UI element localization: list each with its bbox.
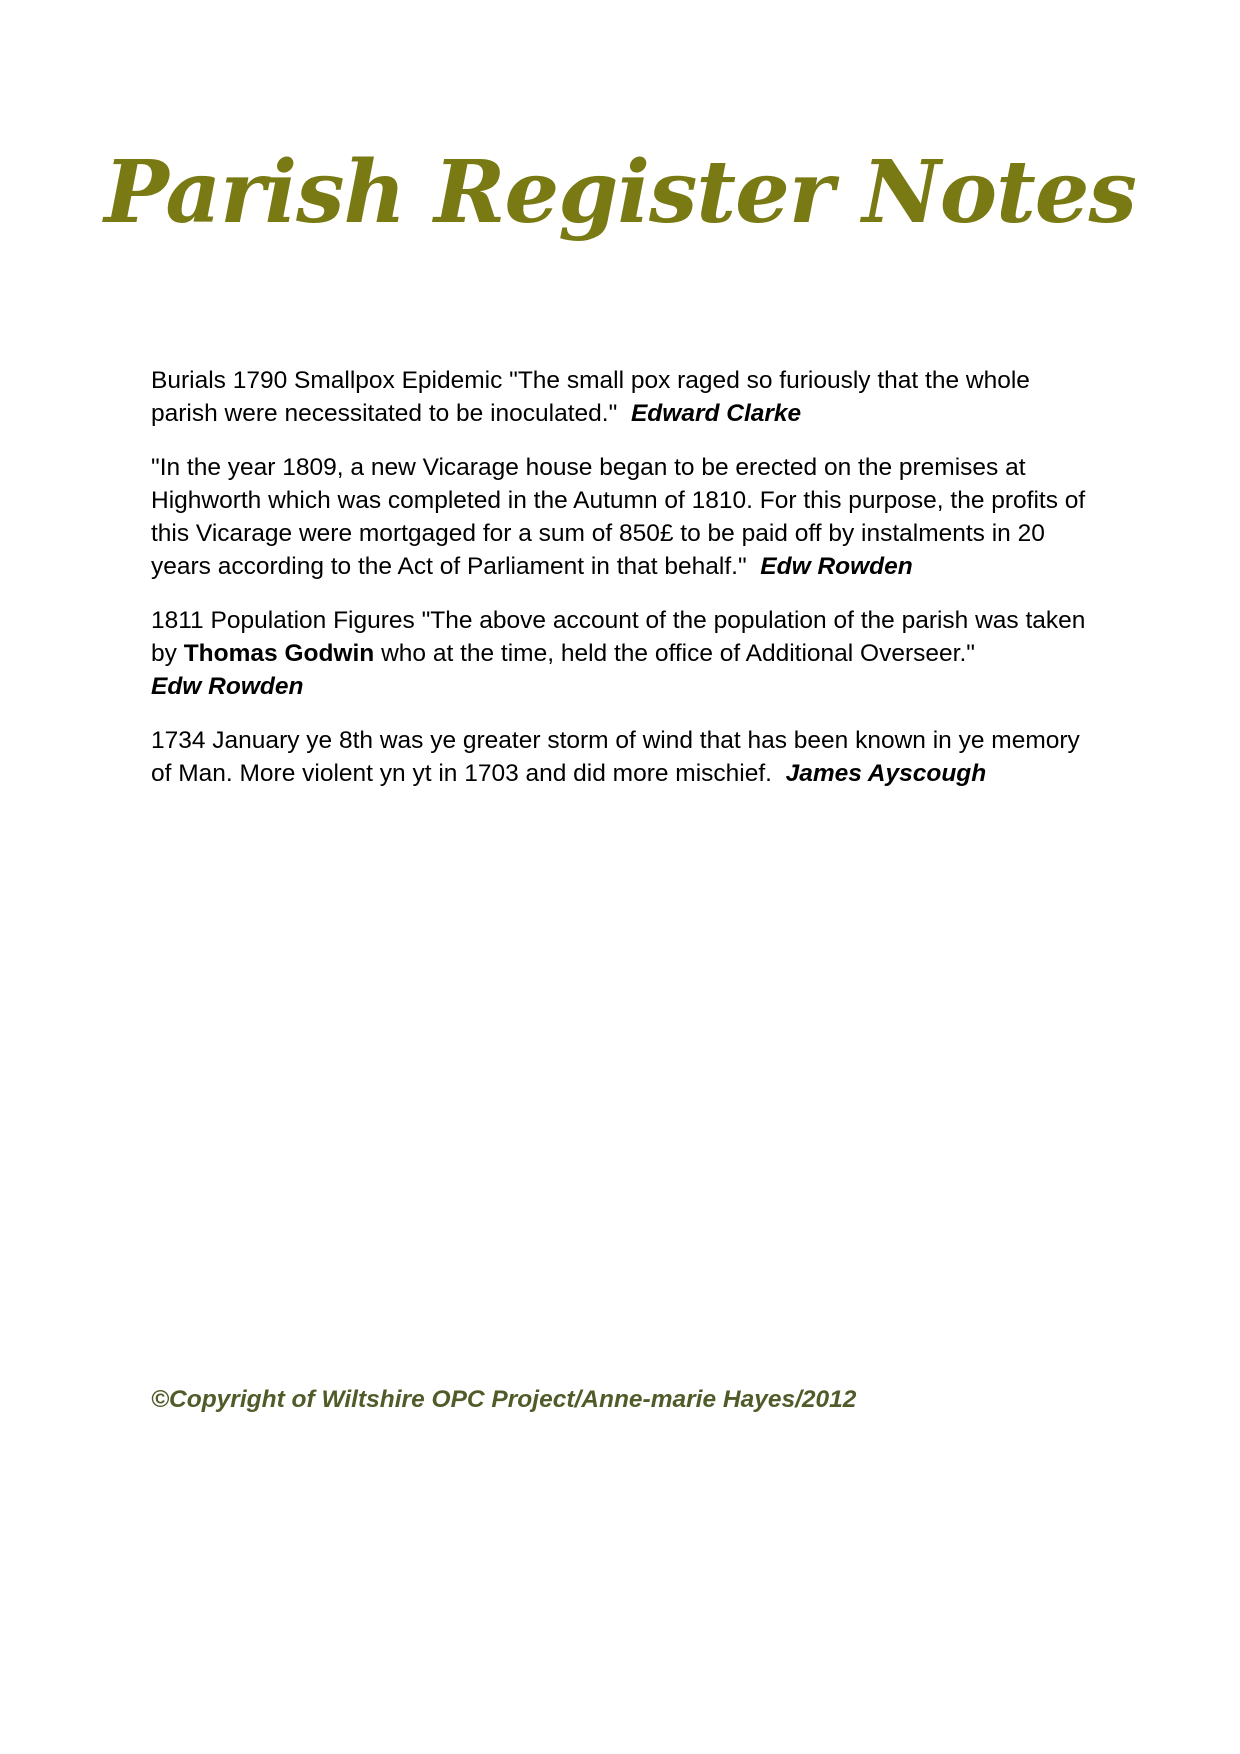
note-author: Edward Clarke [630,400,802,427]
note-text: 1811 Population Figures "The above account of the population of the parish was taken by [151,607,1086,667]
note-highlight-name: Thomas Godwin [183,640,375,667]
note-vicarage-1809 [151,451,1091,583]
note-author: Edw Rowden [151,673,304,700]
note-text-continued: who at the time, held the office of Additional Overseer." [381,640,975,667]
copyright-notice: ©Copyright of Wiltshire OPC Project/Anne-marie Hayes/2012 [151,1386,857,1413]
page-title: Parish Register Notes [104,142,1136,243]
note-author: Edw Rowden [760,553,913,580]
note-burials-1790 [151,364,1091,430]
note-text: "In the year 1809, a new Vicarage house began to be erected on the premises at Highworth which was completed in the Autumn of 1810. For this purpose, the profits of this Vicarage were mortgaged for a sum of 850£ to be paid off by instalments in 20 years according to the Act of Parliament in that behalf." [151,454,1086,580]
note-author: James Ayscough [785,760,987,787]
note-text: 1734 January ye 8th was ye greater storm of wind that has been known in ye memory of Man. More violent yn yt in 1703 and did more mischief. [151,727,1080,787]
note-population-1811 [151,604,1091,703]
notes-body [151,364,1091,811]
note-text: Burials 1790 Smallpox Epidemic "The small pox raged so furiously that the whole parish were necessitated to be inoculated." [151,367,1030,427]
note-storm-1734 [151,724,1091,790]
